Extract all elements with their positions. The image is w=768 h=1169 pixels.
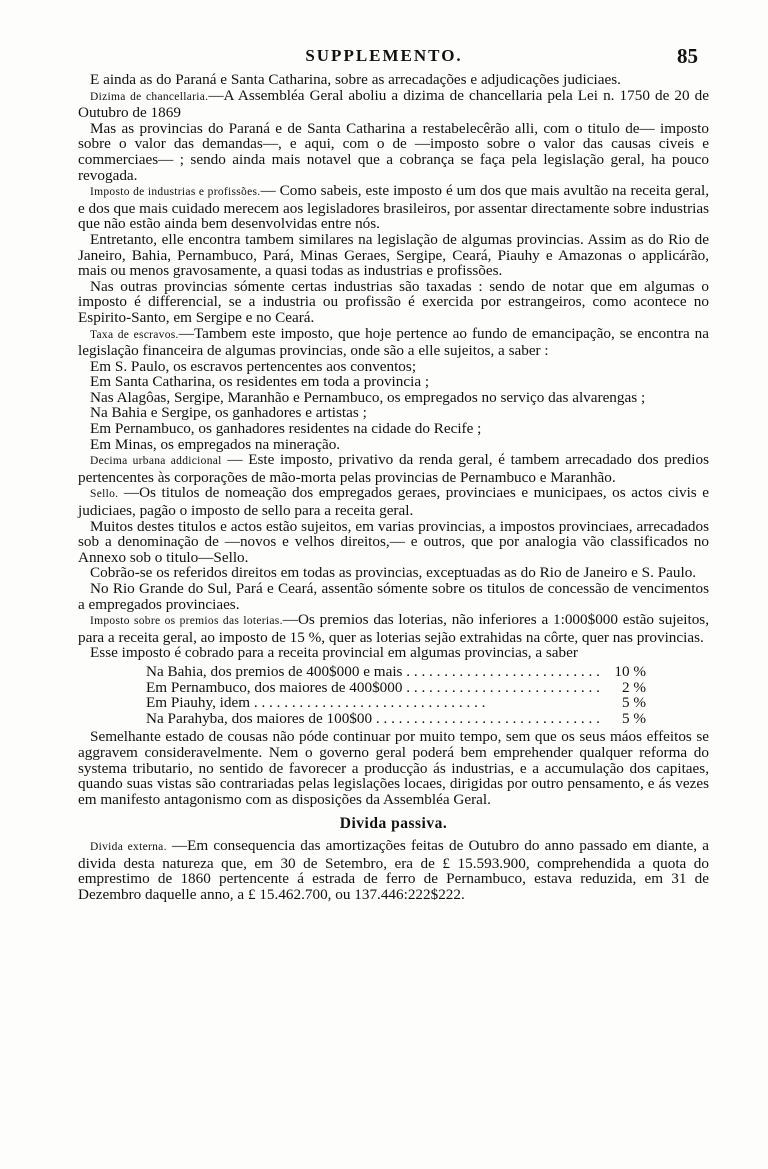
rate-row	[146, 680, 646, 696]
list-item: Em Minas, os empregados na mineração.	[90, 435, 341, 453]
paragraph: Cobrão-se os referidos direitos em todas as provincias, exceptuadas as do Rio de Janeiro e S. Paulo.	[90, 564, 697, 582]
section-lead: Dizima de chancellaria.	[90, 90, 209, 103]
rate-label: Em Pernambuco, dos maiores de 400$000 . . .	[146, 680, 602, 696]
list-item: Em Santa Catharina, os residentes em toda a provincia ;	[90, 373, 430, 391]
lottery-rates-table	[146, 664, 646, 726]
paragraph: Decima urbana addicional — Este imposto, privativo da renda geral, é tambem arrecadado dos predios pertencentes às corporações de mão-morta pelas provincias de Pernambuco e Maranhão.	[78, 451, 709, 486]
section-lead: Taxa de escravos.	[90, 328, 179, 341]
paragraph: Dizima de chancellaria.—A Assembléa Geral aboliu a dizima de chancellaria pela Lei n. 1750 de 20 de Outubro de 1869	[78, 86, 709, 122]
rate-row	[146, 695, 646, 711]
list-item: Na Bahia e Sergipe, os ganhadores e artistas ;	[90, 404, 367, 422]
slave-tax-list	[78, 359, 709, 453]
paragraph: E ainda as do Paraná e Santa Catharina, sobre as arrecadações e adjudicações judiciaes.	[90, 71, 621, 88]
list-item: Nas Alagôas, Sergipe, Maranhão e Pernambuco, os empregados no serviço das alvarengas ;	[90, 388, 646, 406]
running-title: SUPPLEMENTO.	[305, 46, 463, 65]
rate-row	[146, 711, 646, 727]
list-item: Em Pernambuco, os ganhadores residentes na cidade do Recife ;	[90, 420, 482, 438]
paragraph: Mas as provincias do Paraná e de Santa Catharina a restabelecêrão alli, com o titulo de— imposto sobre o valor das demandas—, e aqui, com o de —imposto sobre o valor das causas civeis e commerciaes— ; sendo ainda mais notavel que a cobrança se faça pela legislação geral, ha pouco revogada.	[78, 119, 709, 184]
paragraph: Taxa de escravos.—Tambem este imposto, que hoje pertence ao fundo de emancipação, se encontra na legislação financeira de algumas provincias, onde são a elle sujeitos, a saber :	[78, 324, 710, 360]
section-lead: Sello.	[90, 488, 119, 501]
paragraph: Esse imposto é cobrado para a receita provincial em algumas provincias, a saber	[90, 644, 578, 662]
body-text	[78, 72, 709, 902]
section-lead: Imposto sobre os premios das loterias.	[90, 615, 283, 628]
rate-value: 10 %	[614, 662, 646, 680]
section-lead: Imposto de industrias e profissões.	[90, 186, 261, 199]
paragraph: Imposto sobre os premios das loterias.—Os premios das loterias, não inferiores a 1:000$000 estão sujeitos, para a receita geral, ao imposto de 15 %, quer as loterias sejão extrahidas na côrte, quer nas provincias.	[78, 611, 709, 646]
paragraph: Entretanto, elle encontra tambem similares na legislação de algumas provincias. Assim as do Rio de Janeiro, Bahia, Pernambuco, Pará, Minas Geraes, Sergipe, Ceará, Piauhy e Amazonas o applicárão, mais ou menos gravosamente, a quasi todas as industrias e profissões.	[78, 230, 709, 280]
paragraph: Imposto de industrias e profissões.— Como sabeis, este imposto é um dos que mais avultão na receita geral, e dos que mais cuidado merecem aos legisladores brasileiros, por assentar directamente sobre industrias que não estão ainda bem desenvolvidas entre nós.	[78, 182, 709, 233]
rate-label: Na Parahyba, dos maiores de 100$00 . . .	[146, 711, 602, 727]
paragraph: Sello. —Os titulos de nomeação dos empregados geraes, provinciaes e municipaes, os actos civis e judiciaes, pagão o imposto de sello para a receita geral.	[78, 484, 709, 520]
paragraph: No Rio Grande do Sul, Pará e Ceará, assentão sómente sobre os titulos de concessão de vencimentos a empregados provinciaes.	[78, 580, 709, 613]
rate-row	[146, 664, 646, 680]
section-lead: Decima urbana addicional	[90, 455, 222, 468]
list-item: Em S. Paulo, os escravos pertencentes aos conventos;	[90, 357, 417, 375]
rate-value: 5 %	[621, 709, 646, 727]
section-heading: Divida passiva.	[339, 815, 448, 833]
rate-label: Em Piauhy, idem . . .	[146, 695, 602, 711]
page-number: 85	[677, 44, 698, 68]
page-header	[0, 44, 768, 70]
paragraph: Nas outras provincias sómente certas industrias são taxadas : sendo de notar que em algumas o imposto é differencial, se a industria ou profissão é exercida por estrangeiros, como acontece no Espirito-Santo, em Sergipe e no Ceará.	[78, 277, 709, 326]
rate-value: 2 %	[621, 678, 646, 696]
rate-value: 5 %	[621, 694, 646, 712]
rate-label: Na Bahia, dos premios de 400$000 e mais . . .	[146, 664, 602, 680]
section-lead: Divida externa.	[90, 840, 167, 853]
paragraph: Divida externa. —Em consequencia das amortizações feitas de Outubro do anno passado em diante, a divida desta natureza que, em 30 de Setembro, era de £ 15.593.900, comprehendida a quota do emprestimo de 1860 pertencente á estrada de ferro de Pernambuco, estava reduzida, em 31 de Dezembro daquelle anno, a £ 15.462.700, ou 137.446:222$222.	[78, 836, 709, 903]
paragraph: Muitos destes titulos e actos estão sujeitos, em varias provincias, a impostos provinciaes, arrecadados sob a denominação de —novos e velhos direitos,— e outros, que por analogia vão classificados no Annexo sob o titulo—Sello.	[78, 517, 709, 566]
paragraph: Semelhante estado de cousas não póde continuar por muito tempo, sem que os seus máos effeitos se aggravem consideravelmente. Nem o governo geral poderá bem emprehender qualquer reforma do systema tributario, no sentido de favorecer a producção ás industrias, e a accumulação dos capitaes, quando suas vistas são contrariadas pelas legislações locaes, dirigidas por outro pensamento, e ás vezes em manifesto antagonismo com as disposições da Assembléa Geral.	[78, 728, 709, 808]
